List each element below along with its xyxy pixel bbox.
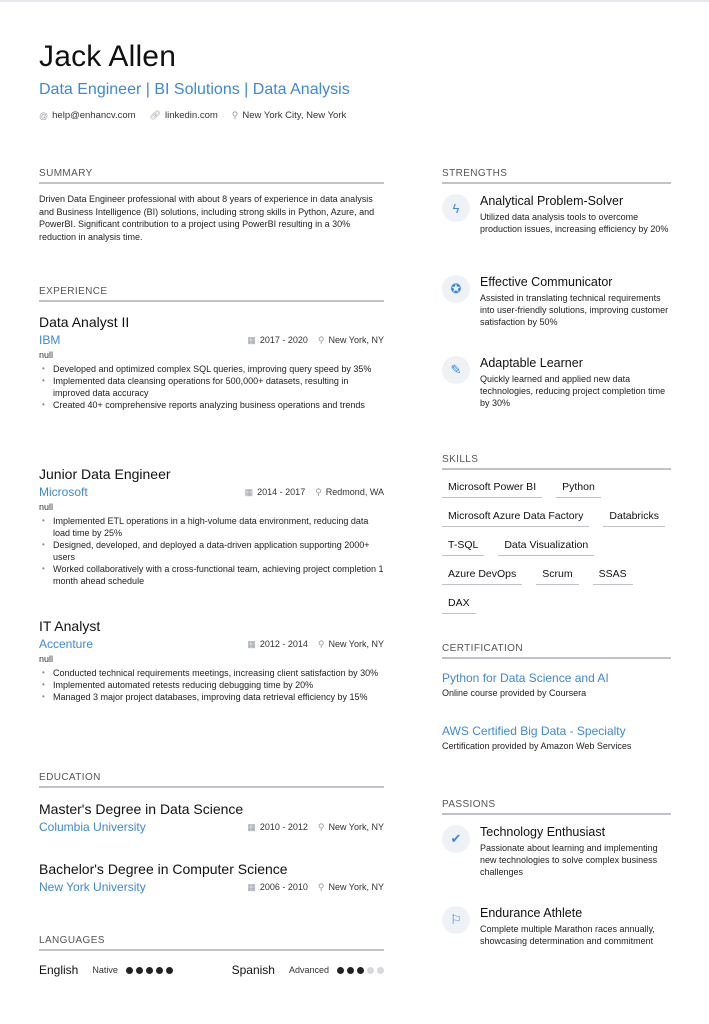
contact-info: [39, 110, 679, 121]
school-name: Columbia University: [39, 820, 146, 834]
bullet-item: • Designed, developed, and deployed a data-driven application supporting 2000+ users: [39, 539, 384, 563]
at-icon: @: [39, 110, 49, 121]
magic-wand-icon: ✎: [442, 356, 470, 384]
lightning-icon: ϟ: [442, 194, 470, 222]
location-pin-icon: ⚲: [315, 486, 322, 497]
experience-item: [39, 314, 384, 411]
left-column: [39, 168, 384, 977]
email-text: help@enhancv.com: [52, 110, 136, 121]
skills-heading: SKILLS: [442, 454, 671, 470]
calendar-icon: ▦: [247, 334, 256, 345]
passion-item: [442, 906, 671, 947]
rating-dot: [357, 967, 364, 974]
link-icon: 🔗︎: [149, 110, 161, 120]
skill-tag: Python: [556, 479, 601, 498]
education-item: [39, 861, 384, 894]
job-dates: 2017 - 2020: [259, 335, 308, 345]
strengths-heading: STRENGTHS: [442, 168, 671, 184]
certification-item: [442, 724, 671, 751]
candidate-name: Jack Allen: [39, 40, 177, 73]
job-bullets: [39, 515, 384, 587]
strength-desc: Quickly learned and applied new data technologies, reducing project completion time by 30%: [480, 374, 666, 408]
skill-tag: T-SQL: [442, 537, 484, 556]
rating-dot: [367, 967, 374, 974]
rating-dot: [377, 967, 384, 974]
contact-location: [232, 110, 346, 121]
skill-tag: Azure DevOps: [442, 566, 522, 585]
location-pin-icon: ⚲: [317, 881, 325, 892]
bullet-item: • Implemented ETL operations in a high-volume data environment, reducing data load time by 25%: [39, 515, 384, 539]
language-name: English: [39, 963, 79, 977]
experience-item: [39, 618, 384, 703]
job-note: null: [39, 350, 54, 360]
rating-dot: [146, 967, 153, 974]
rating-dot: [136, 967, 143, 974]
language-item: [39, 963, 173, 977]
certification-heading: CERTIFICATION: [442, 643, 671, 659]
strength-desc: Assisted in translating technical requirements into user-friendly solutions, improving customer satisfaction by 50%: [480, 293, 669, 327]
certification-title: AWS Certified Big Data - Specialty: [442, 724, 626, 738]
skill-tag: Microsoft Power BI: [442, 479, 542, 498]
strength-item: [442, 194, 671, 235]
checkmark-icon: ✔: [442, 825, 470, 853]
school-name: New York University: [39, 880, 146, 894]
linkedin-text: linkedin.com: [164, 110, 218, 121]
language-rating: [337, 967, 384, 974]
job-title: Data Analyst II: [39, 314, 130, 330]
calendar-icon: ▦: [247, 638, 256, 649]
language-name: Spanish: [231, 963, 275, 977]
degree-title: Bachelor's Degree in Computer Science: [39, 861, 288, 877]
job-note: null: [39, 502, 54, 512]
strength-desc: Utilized data analysis tools to overcome production issues, increasing efficiency by 20%: [480, 212, 669, 234]
skill-tag: SSAS: [593, 566, 633, 585]
resume-header: [39, 40, 679, 121]
rating-dot: [166, 967, 173, 974]
strength-title: Analytical Problem-Solver: [480, 194, 624, 208]
strength-title: Effective Communicator: [480, 275, 613, 289]
passions-heading: PASSIONS: [442, 799, 671, 815]
location-pin-icon: ⚲: [317, 638, 325, 649]
strength-title: Adaptable Learner: [480, 356, 583, 370]
bullet-item: • Managed 3 major project databases, improving data retrieval efficiency by 15%: [39, 691, 384, 703]
bullet-item: • Developed and optimized complex SQL queries, improving query speed by 35%: [39, 363, 384, 375]
rating-dot: [347, 967, 354, 974]
experience-heading: EXPERIENCE: [39, 286, 384, 302]
skills-list: [442, 479, 671, 614]
degree-title: Master's Degree in Data Science: [39, 801, 244, 817]
certification-title: Python for Data Science and AI: [442, 671, 609, 685]
location-pin-icon: ⚲: [231, 110, 239, 120]
language-rating: [126, 967, 173, 974]
edu-dates: 2006 - 2010: [259, 882, 308, 892]
education-item: [39, 801, 384, 834]
top-divider: [0, 0, 709, 2]
strength-item: [442, 275, 671, 328]
certification-desc: Certification provided by Amazon Web Services: [442, 741, 632, 751]
job-location: New York, NY: [328, 639, 384, 649]
strength-item: [442, 356, 671, 409]
certification-section: [442, 643, 671, 751]
summary-heading: SUMMARY: [39, 168, 384, 184]
award-icon: ✪: [442, 275, 470, 303]
skills-section: [442, 454, 671, 614]
skill-tag: Data Visualization: [498, 537, 594, 556]
edu-location: New York, NY: [328, 822, 384, 832]
skill-tag: DAX: [442, 595, 476, 614]
candidate-tagline: Data Engineer | BI Solutions | Data Analysis: [39, 81, 350, 98]
company-name: Accenture: [39, 637, 94, 651]
bullet-item: • Implemented automated retests reducing debugging time by 20%: [39, 679, 384, 691]
language-level: Advanced: [288, 965, 329, 975]
bullet-item: • Implemented data cleansing operations for 500,000+ datasets, resulting in improved data accuracy: [39, 375, 384, 399]
certification-desc: Online course provided by Coursera: [442, 688, 587, 698]
calendar-icon: ▦: [247, 821, 256, 832]
contact-email[interactable]: [39, 110, 136, 121]
skill-tag: Databricks: [603, 508, 665, 527]
passions-section: [442, 799, 671, 815]
passion-item: [442, 825, 671, 878]
certification-item: [442, 671, 671, 698]
job-dates: 2012 - 2014: [259, 639, 308, 649]
passion-desc: Passionate about learning and implementing new technologies to solve complex business challenges: [480, 843, 658, 877]
skill-tag: Microsoft Azure Data Factory: [442, 508, 589, 527]
job-dates: 2014 - 2017: [257, 487, 306, 497]
passion-title: Endurance Athlete: [480, 906, 583, 920]
right-column: [442, 168, 671, 946]
passion-title: Technology Enthusiast: [480, 825, 606, 839]
languages-heading: LANGUAGES: [39, 935, 384, 951]
job-note: null: [39, 654, 54, 664]
job-title: IT Analyst: [39, 618, 101, 634]
calendar-icon: ▦: [247, 881, 256, 892]
rating-dot: [156, 967, 163, 974]
company-name: Microsoft: [39, 485, 88, 499]
flag-icon: ⚐: [442, 906, 470, 934]
skill-tag: Scrum: [536, 566, 578, 585]
bullet-item: • Conducted technical requirements meetings, increasing client satisfaction by 30%: [39, 667, 384, 679]
summary-text: Driven Data Engineer professional with about 8 years of experience in data analysis and Business Intelligence (BI) solutions, including strong skills in Python, Azure, and PowerBI. Significant contribution to a project using PowerBI resulting in a 30% reduction in analysis time.: [39, 194, 375, 242]
languages-list: [39, 963, 384, 977]
edu-location: New York, NY: [328, 882, 384, 892]
bullet-item: • Worked collaboratively with a cross-functional team, achieving project completion 1 month ahead schedule: [39, 563, 384, 587]
language-item: [232, 963, 384, 977]
experience-item: [39, 466, 384, 587]
bullet-item: • Created 40+ comprehensive reports analyzing business operations and trends: [39, 399, 384, 411]
job-bullets: [39, 363, 384, 411]
job-location: New York, NY: [328, 335, 384, 345]
location-text: New York City, New York: [242, 110, 347, 121]
job-title: Junior Data Engineer: [39, 466, 171, 482]
rating-dot: [337, 967, 344, 974]
location-pin-icon: ⚲: [317, 821, 325, 832]
job-location: Redmond, WA: [325, 487, 384, 497]
education-heading: EDUCATION: [39, 772, 384, 788]
rating-dot: [126, 967, 133, 974]
contact-linkedin[interactable]: [150, 110, 218, 121]
calendar-icon: ▦: [244, 486, 254, 497]
location-pin-icon: ⚲: [317, 334, 325, 345]
language-level: Native: [92, 965, 118, 975]
job-bullets: [39, 667, 384, 703]
edu-dates: 2010 - 2012: [259, 822, 308, 832]
company-name: IBM: [39, 333, 61, 347]
passion-desc: Complete multiple Marathon races annually, showcasing determination and commitment: [480, 924, 655, 946]
